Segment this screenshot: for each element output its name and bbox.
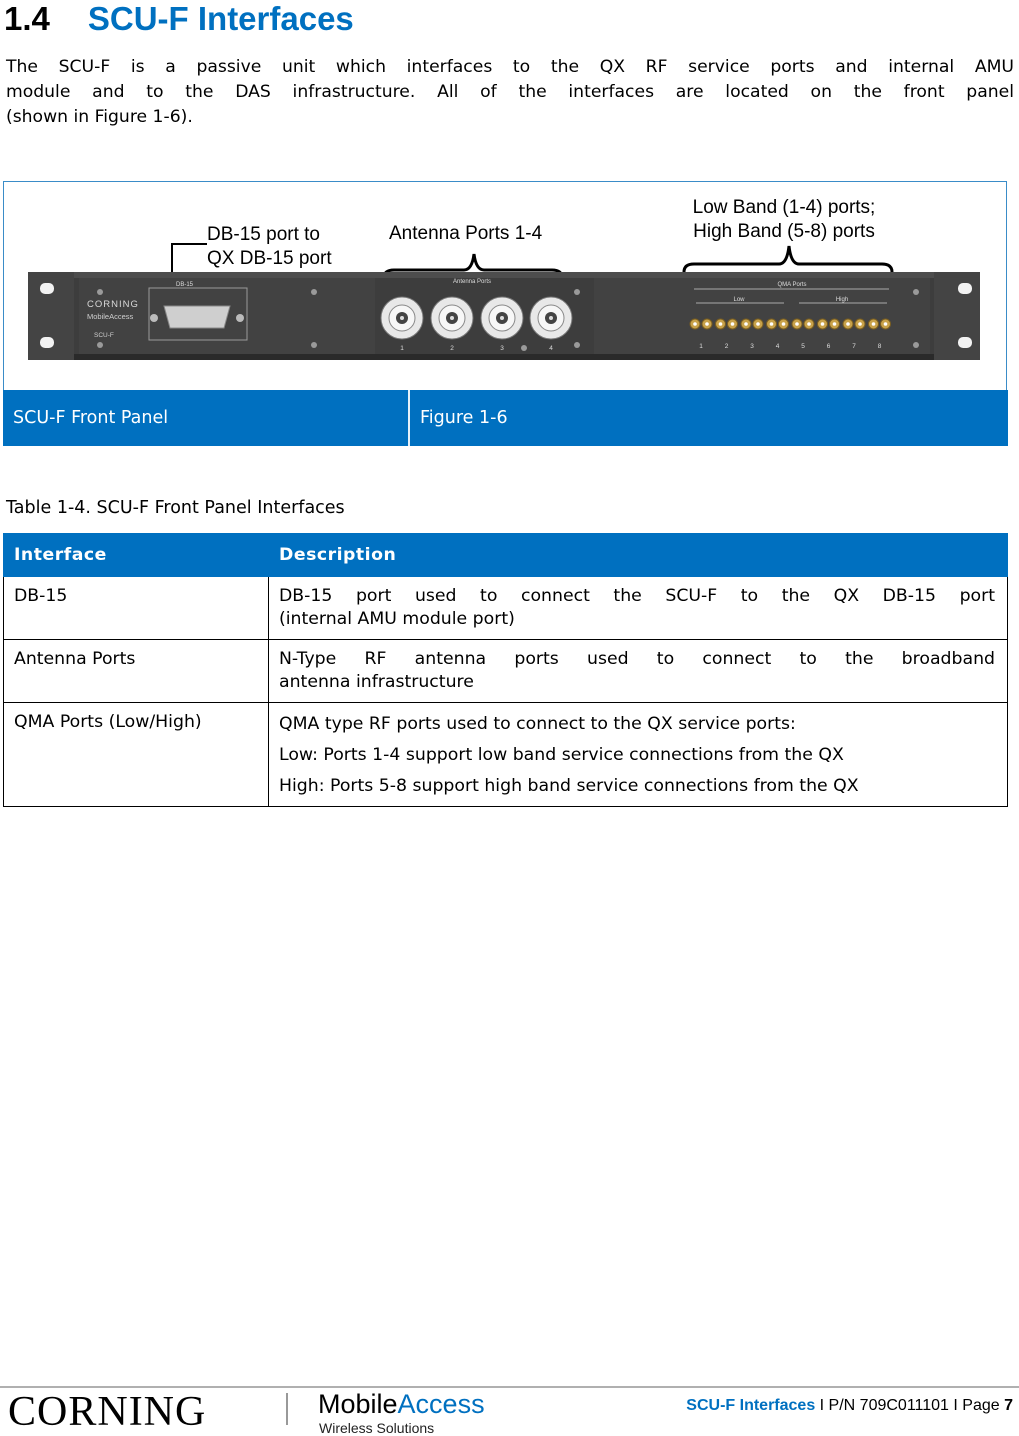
table-cell-description bbox=[269, 577, 1008, 640]
scu-f-front-panel-image bbox=[4, 182, 1006, 390]
screw-icon bbox=[150, 314, 158, 322]
description-line: DB-15 port used to connect the SCU-F to the QX DB-15 port bbox=[279, 586, 995, 606]
qma-port-number: 3 bbox=[750, 343, 754, 350]
qma-connector-pin bbox=[705, 322, 709, 326]
panel-db15-label: DB-15 bbox=[176, 282, 194, 288]
figure-caption-bar bbox=[3, 390, 1008, 446]
db15-connector-icon bbox=[164, 306, 230, 328]
description-line: N-Type RF antenna ports used to connect to the broadband bbox=[279, 649, 995, 669]
qma-connector-pin bbox=[782, 322, 786, 326]
description-line: (internal AMU module port) bbox=[279, 609, 515, 629]
callout-qma-line1: Low Band (1-4) ports; bbox=[692, 197, 876, 218]
table-row bbox=[4, 703, 1008, 807]
callout-db15-line2: QX DB-15 port bbox=[207, 248, 332, 269]
footer-logo-divider bbox=[286, 1393, 288, 1425]
qma-connector-pin bbox=[807, 322, 811, 326]
rack-slot-icon bbox=[40, 283, 54, 294]
table-cell-description bbox=[269, 703, 1008, 807]
panel-brand: CORNING bbox=[87, 299, 139, 310]
qma-connector-pin bbox=[719, 322, 723, 326]
panel-antenna-label: Antenna Ports bbox=[452, 279, 492, 285]
qma-connector-pin bbox=[833, 322, 837, 326]
table-header-description: Description bbox=[269, 534, 1008, 577]
qma-connector-pin bbox=[770, 322, 774, 326]
figure-frame bbox=[3, 181, 1007, 390]
callout-antenna: Antenna Ports 1-4 bbox=[389, 223, 543, 244]
footer-page-number: 7 bbox=[1004, 1397, 1013, 1414]
description-line: Low: Ports 1-4 support low band service connections from the QX bbox=[279, 745, 844, 765]
panel-low-label: Low bbox=[733, 297, 745, 303]
table-header-interface: Interface bbox=[4, 534, 269, 577]
qma-connector-pin bbox=[846, 322, 850, 326]
panel-brand-sub: MobileAccess bbox=[87, 312, 134, 321]
qma-connector-pin bbox=[756, 322, 760, 326]
footer-section-name: SCU-F Interfaces bbox=[686, 1397, 816, 1414]
intro-line: The SCU-F is a passive unit which interfaces to the QX RF service ports and internal AMU bbox=[6, 57, 1014, 77]
qma-port-number: 5 bbox=[801, 343, 805, 350]
qma-connector-pin bbox=[744, 322, 748, 326]
screw-icon bbox=[236, 314, 244, 322]
caption-divider bbox=[408, 390, 410, 446]
figure-caption-title: SCU-F Front Panel bbox=[13, 408, 169, 428]
intro-line: (shown in Figure 1-6). bbox=[6, 107, 193, 127]
description-line: High: Ports 5-8 support high band service connections from the QX bbox=[279, 776, 859, 796]
table-header-row bbox=[4, 534, 1008, 577]
qma-port-number: 6 bbox=[826, 343, 831, 350]
table-cell-interface: QMA Ports (Low/High) bbox=[4, 703, 269, 807]
qma-port-number: 4 bbox=[775, 343, 780, 350]
qma-port-number: 1 bbox=[699, 343, 703, 350]
logo-mobile-text: Mobile bbox=[318, 1389, 398, 1419]
antenna-port-3 bbox=[481, 297, 523, 339]
table-row bbox=[4, 640, 1008, 703]
panel-high-label: High bbox=[835, 297, 849, 303]
table-row bbox=[4, 577, 1008, 640]
rack-slot-icon bbox=[40, 337, 54, 348]
callout-db15-line1: DB-15 port to bbox=[207, 224, 320, 245]
mobileaccess-logo bbox=[318, 1389, 485, 1420]
footer-part-number: I P/N 709C011101 I Page bbox=[815, 1397, 1005, 1414]
antenna-port-number: 1 bbox=[400, 345, 404, 352]
antenna-port-number: 3 bbox=[500, 345, 504, 352]
antenna-port-number: 4 bbox=[549, 345, 553, 352]
rack-slot-icon bbox=[958, 283, 972, 294]
corning-logo: CORNING bbox=[8, 1389, 207, 1435]
table-cell-interface: DB-15 bbox=[4, 577, 269, 640]
figure-caption-number: Figure 1-6 bbox=[420, 408, 508, 428]
section-number: 1.4 bbox=[4, 0, 50, 37]
logo-tagline: Wireless Solutions bbox=[319, 1420, 435, 1436]
qma-connector-pin bbox=[872, 322, 876, 326]
qma-connector-pin bbox=[731, 322, 735, 326]
rack-ear-right bbox=[934, 272, 980, 360]
qma-connector-pin bbox=[884, 322, 888, 326]
panel-model: SCU-F bbox=[94, 332, 114, 339]
rack-slot-icon bbox=[958, 337, 972, 348]
qma-port-number: 2 bbox=[724, 343, 729, 350]
section-heading bbox=[4, 0, 354, 38]
qma-connector-pin bbox=[821, 322, 825, 326]
qma-connector-pin bbox=[858, 322, 862, 326]
logo-access-text: Access bbox=[397, 1389, 485, 1419]
footer-page-info bbox=[686, 1397, 1013, 1415]
antenna-port-2 bbox=[431, 297, 473, 339]
qma-port-number: 8 bbox=[877, 343, 882, 350]
antenna-port-4 bbox=[530, 297, 572, 339]
antenna-port-number: 2 bbox=[450, 345, 454, 352]
intro-paragraph bbox=[6, 55, 1014, 130]
intro-line: module and to the DAS infrastructure. All of the interfaces are located on the front panel bbox=[6, 82, 1014, 102]
qma-connector-pin bbox=[795, 322, 799, 326]
section-title: SCU-F Interfaces bbox=[87, 0, 354, 37]
qma-port-number: 7 bbox=[852, 343, 856, 350]
qma-connector-pin bbox=[693, 322, 697, 326]
description-line: antenna infrastructure bbox=[279, 672, 474, 692]
table-title: Table 1-4. SCU-F Front Panel Interfaces bbox=[6, 498, 345, 518]
antenna-port-1 bbox=[381, 297, 423, 339]
chassis-bottom-edge bbox=[28, 354, 980, 360]
interfaces-table bbox=[3, 533, 1008, 807]
table-cell-description bbox=[269, 640, 1008, 703]
chassis-top-edge bbox=[28, 272, 980, 278]
callout-qma-line2: High Band (5-8) ports bbox=[693, 221, 875, 242]
description-line: QMA type RF ports used to connect to the QX service ports: bbox=[279, 714, 796, 734]
table-cell-interface: Antenna Ports bbox=[4, 640, 269, 703]
panel-qma-label: QMA Ports bbox=[777, 282, 807, 288]
